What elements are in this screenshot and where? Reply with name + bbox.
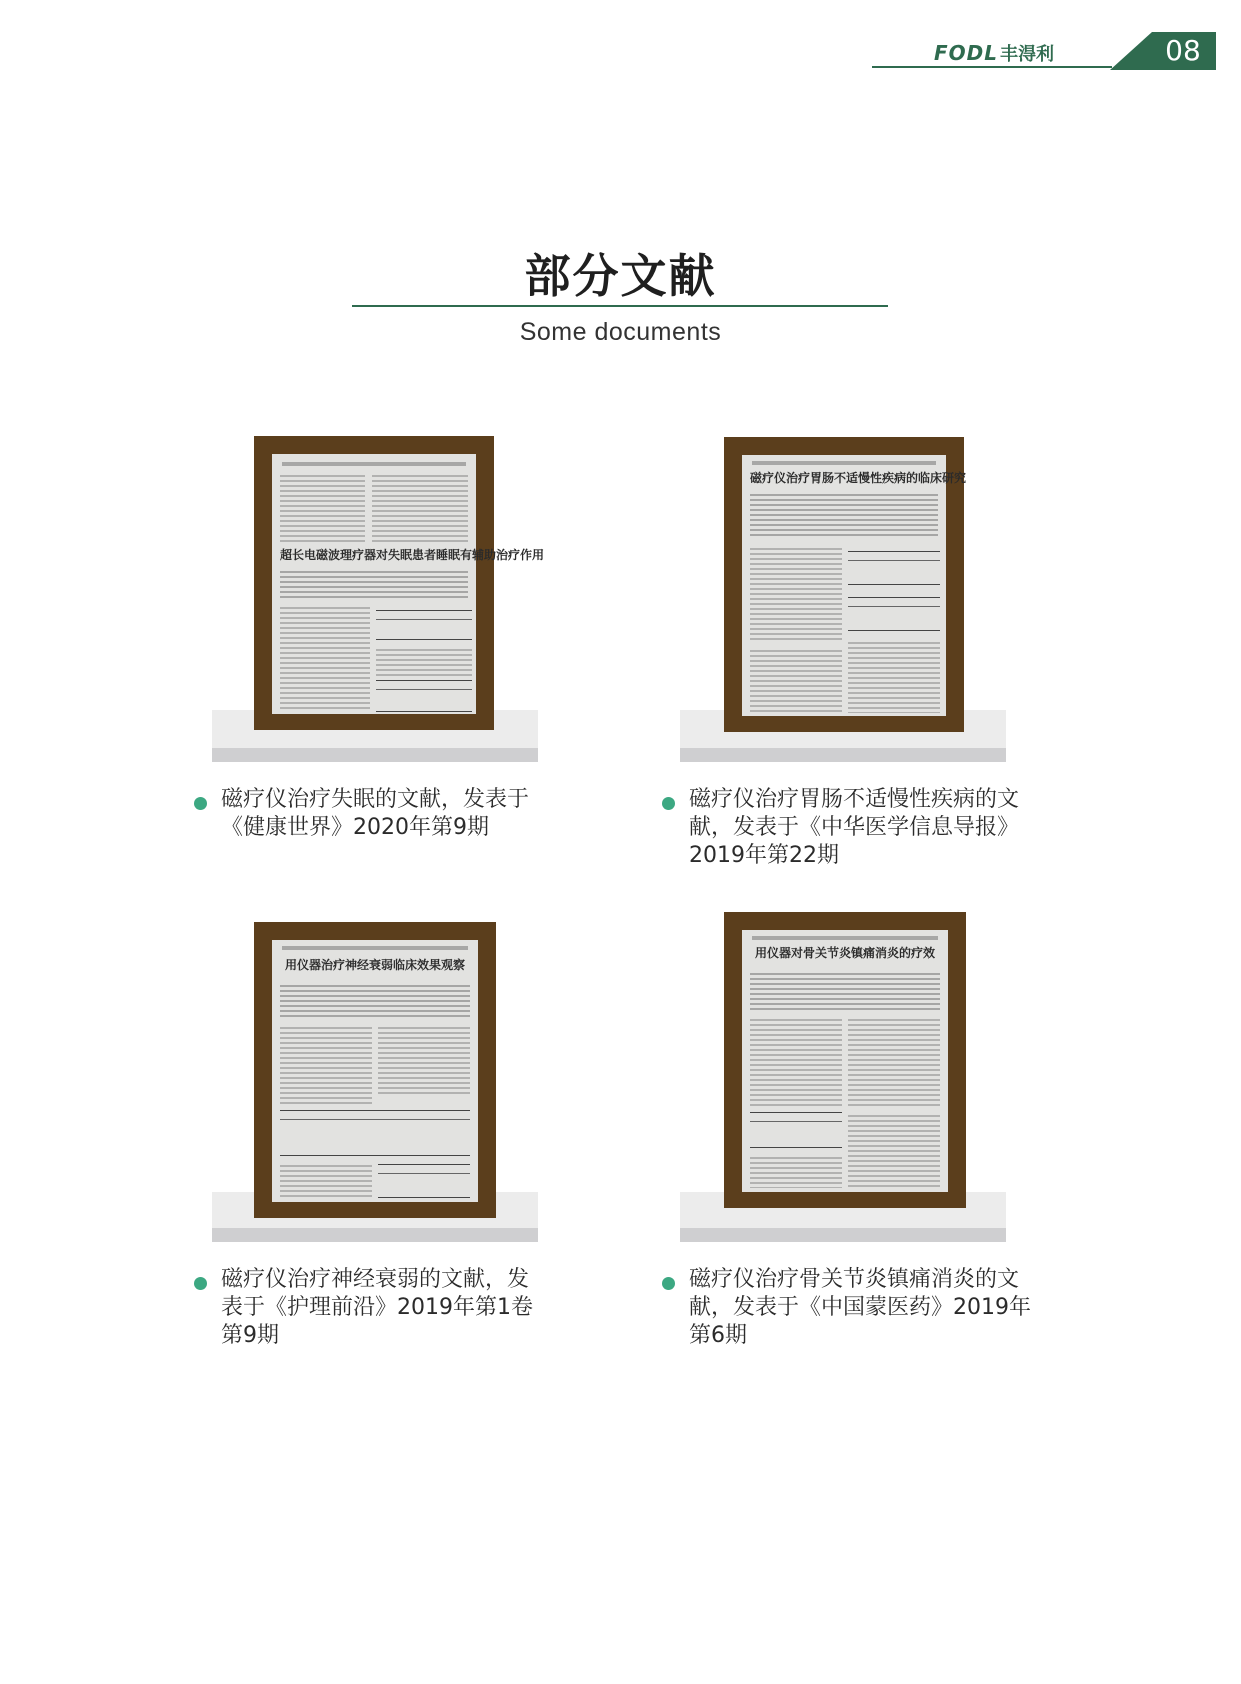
paper-title: 超长电磁波理疗器对失眠患者睡眠有辅助治疗作用	[280, 548, 545, 562]
pedestal-shadow	[212, 1228, 538, 1242]
title-divider	[352, 305, 888, 307]
page-subtitle: Some documents	[519, 318, 722, 346]
document-image-3	[254, 922, 496, 1218]
caption-text: 磁疗仪治疗骨关节炎镇痛消炎的文 献，发表于《中国蒙医药》2019年 第6期	[689, 1267, 1031, 1348]
document-image-2	[724, 437, 967, 732]
bullet-dot	[662, 1277, 675, 1290]
paper-title: 用仪器对骨关节炎镇痛消炎的疗效	[754, 946, 935, 960]
document-caption-3	[194, 1266, 594, 1350]
document-image-1	[254, 436, 545, 730]
brand-logo-chinese: 丰淂利	[1000, 44, 1055, 65]
page-number: 08	[1165, 34, 1201, 67]
caption-text: 磁疗仪治疗神经衰弱的文献，发 表于《护理前沿》2019年第1卷 第9期	[221, 1267, 533, 1348]
pedestal-shadow	[680, 1228, 1006, 1242]
paper-scan	[742, 455, 967, 716]
document-caption-4	[662, 1266, 1082, 1350]
paper-title: 磁疗仪治疗胃肠不适慢性疾病的临床研究	[750, 471, 967, 485]
caption-text: 磁疗仪治疗失眠的文献，发表于 《健康世界》2020年第9期	[221, 787, 530, 840]
bullet-dot	[194, 797, 207, 810]
paper-scan	[272, 940, 478, 1202]
pedestal-shadow	[212, 748, 538, 762]
page-title: 部分文献	[524, 249, 717, 303]
brand-logo	[934, 40, 1054, 66]
bullet-dot	[194, 1277, 207, 1290]
paper-scan	[272, 454, 545, 714]
paper-title: 用仪器治疗神经衰弱临床效果观察	[284, 958, 465, 972]
header-rule	[872, 66, 1112, 68]
pedestal-shadow	[680, 748, 1006, 762]
document-caption-2	[662, 786, 1082, 870]
document-caption-1	[194, 786, 574, 842]
document-image-4	[724, 912, 966, 1208]
paper-scan	[742, 930, 948, 1192]
caption-text: 磁疗仪治疗胃肠不适慢性疾病的文 献，发表于《中华医学信息导报》 2019年第22期	[689, 787, 1020, 868]
brand-logo-latin: FODL	[934, 41, 999, 65]
bullet-dot	[662, 797, 675, 810]
